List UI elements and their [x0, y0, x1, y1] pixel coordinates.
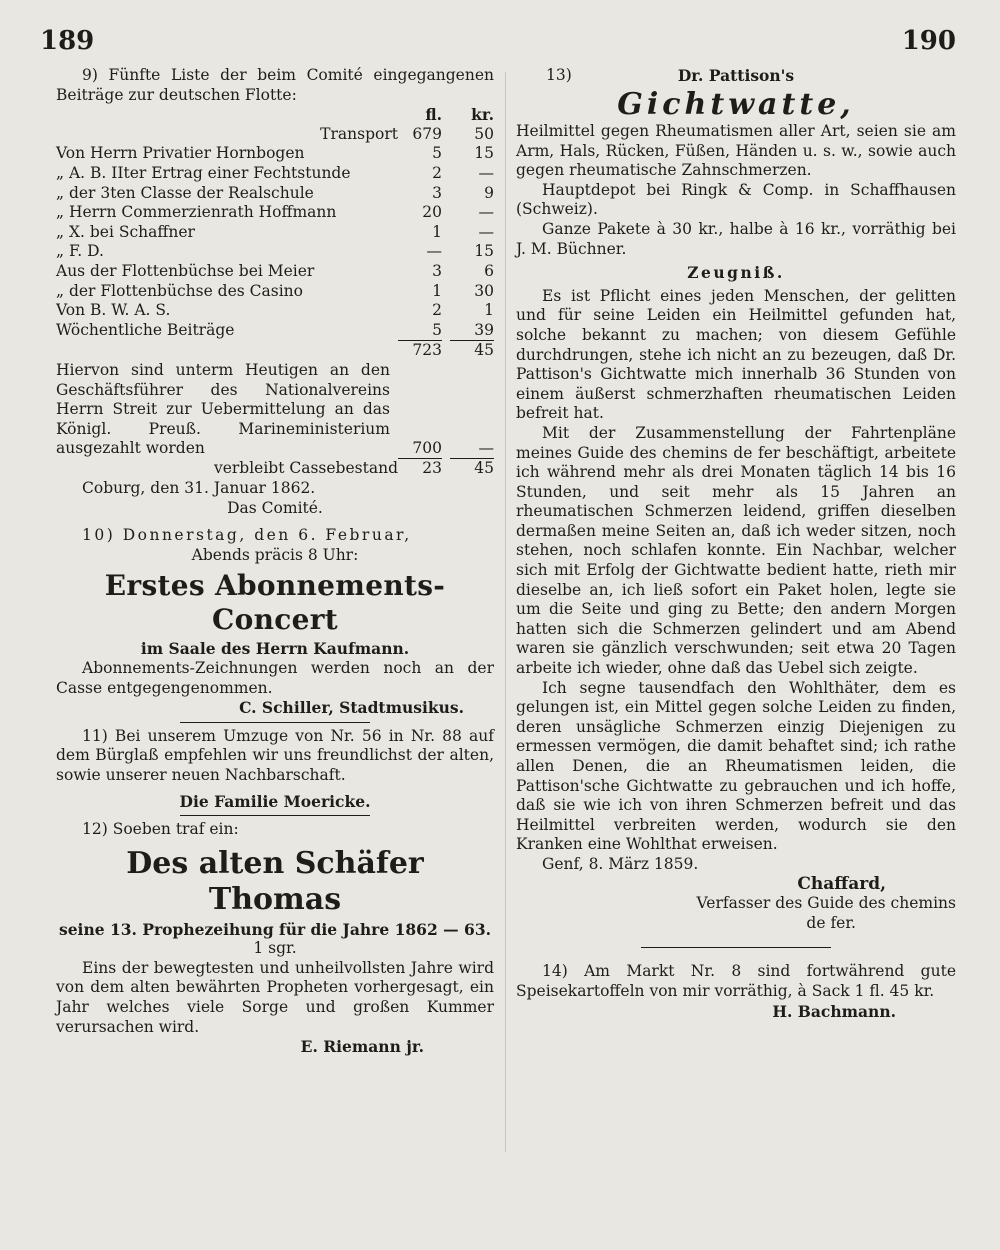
- row-kr: 15: [474, 144, 494, 163]
- notice-9-date: Coburg, den 31. Januar 1862.: [82, 478, 316, 497]
- row-kr: 1: [484, 301, 494, 320]
- table-balance-row: [56, 459, 494, 479]
- page-number-left: 189: [40, 26, 95, 56]
- row-fl: 2: [432, 301, 442, 320]
- notice-13-header: [516, 66, 956, 88]
- depot-text: Hauptdepot bei Ringk & Comp. in Schaffhausen (Schweiz).: [516, 180, 956, 219]
- book-price: 1 sgr.: [253, 939, 297, 958]
- notice-14: [516, 962, 956, 1021]
- balance-fl: 23: [398, 459, 442, 479]
- total-fl: 723: [398, 341, 442, 361]
- testimonial-p1: Es ist Pflicht eines jeden Menschen, der gelitten und für seine Leiden ein Heilmittel gefunden hat, solche bekannt zu machen; von diesem Gefühle durchdrungen, stehe ich nicht an zu bezeugen, daß Dr. Pattison's Gichtwatte mich innerhalb 36 Stunden von einem äußerst schmerzhaften rheumatischen Leiden befreit hat.: [516, 286, 956, 423]
- row-fl: —: [426, 242, 442, 261]
- book-title: Des alten Schäfer Thomas: [126, 845, 424, 917]
- product-title: Gichtwatte,: [617, 87, 855, 122]
- row-kr: 15: [474, 242, 494, 261]
- row-kr: 30: [474, 281, 494, 300]
- row-kr: —: [478, 163, 494, 182]
- right-column: [516, 66, 956, 1021]
- row-label: „ der 3ten Classe der Realschule: [56, 183, 314, 202]
- table-row: [56, 125, 494, 145]
- separator-rule: [180, 722, 370, 723]
- table-row: [56, 321, 494, 341]
- notice-9-signature: Das Comité.: [227, 498, 323, 517]
- table-row: [56, 282, 494, 302]
- row-kr: 39: [474, 320, 494, 339]
- notice-11-body: 11) Bei unserem Umzuge von Nr. 56 in Nr. 88 auf dem Bürglaß empfehlen wir uns freundlichst der alten, sowie unserer neuen Nachbarschaft.: [56, 726, 494, 784]
- row-label: „ X. bei Schaffner: [56, 222, 195, 241]
- row-fl: 1: [432, 222, 442, 241]
- notice-12: [56, 820, 494, 1057]
- row-label: „ F. D.: [56, 242, 104, 261]
- notice-10-line1: 10) Donnerstag, den 6. Februar,: [82, 526, 412, 545]
- notice-9: [56, 66, 494, 518]
- row-kr: —: [478, 222, 494, 241]
- balance-label: verbleibt Cassebestand: [213, 459, 398, 478]
- total-kr: 45: [450, 341, 494, 361]
- column-divider: [505, 72, 506, 1152]
- brand-name: Dr. Pattison's: [677, 66, 795, 85]
- row-label: Von Herrn Privatier Hornbogen: [56, 144, 305, 163]
- notice-12-line1: 12) Soeben traf ein:: [82, 820, 239, 839]
- concert-title: Erstes Abonnements-Concert: [104, 569, 446, 637]
- row-label: Von B. W. A. S.: [56, 301, 171, 320]
- left-column: [56, 66, 494, 1057]
- table-row: [56, 301, 494, 321]
- notice-10-signature: C. Schiller, Stadtmusikus.: [239, 698, 464, 718]
- book-subtitle: seine 13. Prophezeihung für die Jahre 1862 — 63.: [58, 919, 492, 939]
- notice-13: [516, 66, 956, 933]
- row-fl: 1: [432, 281, 442, 300]
- testimonial-p3: Ich segne tausendfach den Wohlthäter, dem es gelungen ist, ein Mittel gegen solche Leiden zu finden, deren unsägliche Schmerzen einzig Diejenigen zu ermessen vermögen, die damit behaftet sind; ich rathe allen Denen, die an Rheumatismen leiden, die Pattison'sche Gichtwatte zu gebrauchen und ich hoffe, daß sie wie ich von ihren Schmerzen befreit und das Heilmittel verbreiten werden, wodurch sie den Kranken eine Wohlthat erweisen.: [516, 678, 956, 854]
- row-kr: 50: [474, 124, 494, 143]
- notice-12-signature: E. Riemann jr.: [300, 1037, 424, 1057]
- prices-text: Ganze Pakete à 30 kr., halbe à 16 kr., vorräthig bei J. M. Büchner.: [516, 219, 956, 258]
- testimonial-signature-name: Chaffard,: [797, 873, 886, 894]
- row-label: „ A. B. IIter Ertrag einer Fechtstunde: [56, 163, 351, 182]
- notice-10-line2: Abends präcis 8 Uhr:: [191, 545, 359, 564]
- notice-10-body: Abonnements-Zeichnungen werden noch an der Casse entgegengenommen.: [56, 658, 494, 697]
- notice-13-number: 13): [546, 66, 572, 84]
- notice-14-body: 14) Am Markt Nr. 8 sind fortwährend gute Speisekartoffeln von mir vorräthig, à Sack 1 fl. 45 kr.: [516, 962, 956, 1000]
- row-fl: 20: [422, 203, 442, 222]
- col-header-fl: fl.: [425, 105, 442, 125]
- table-row: [56, 242, 494, 262]
- table-row: [56, 223, 494, 243]
- table-header: [56, 105, 494, 125]
- row-fl: 3: [432, 261, 442, 280]
- row-label: Wöchentliche Beiträge: [56, 320, 235, 339]
- paid-kr: —: [478, 438, 494, 457]
- col-header-kr: kr.: [471, 105, 494, 125]
- table-row: [56, 262, 494, 282]
- row-fl: 5: [432, 144, 442, 163]
- testimonial-signature-line1: Verfasser des Guide des chemins: [696, 894, 956, 913]
- table-row: [56, 164, 494, 184]
- row-label: Aus der Flottenbüchse bei Meier: [56, 261, 315, 280]
- notice-11: [56, 727, 494, 811]
- row-label: „ Herrn Commerzienrath Hoffmann: [56, 203, 337, 222]
- row-fl: 5: [432, 320, 442, 339]
- row-fl: 3: [432, 183, 442, 202]
- table-row: [56, 144, 494, 164]
- notice-10: [56, 526, 494, 718]
- notice-12-body: Eins der bewegtesten und unheilvollsten Jahre wird von dem alten bewährten Propheten vorhergesagt, ein Jahr welches viele Sorge und großen Kummer verursachen wird.: [56, 958, 494, 1036]
- separator-rule: [180, 815, 370, 816]
- row-kr: 6: [484, 261, 494, 280]
- table-row: [56, 184, 494, 204]
- row-label: Transport: [320, 124, 398, 143]
- testimonial-date: Genf, 8. März 1859.: [542, 854, 699, 873]
- row-fl: 679: [412, 124, 442, 143]
- table-paid-row: [56, 361, 494, 459]
- zeugnis-title: Zeugniß.: [687, 263, 785, 283]
- balance-kr: 45: [450, 459, 494, 479]
- separator-rule: [641, 947, 831, 948]
- table-row: [56, 203, 494, 223]
- row-fl: 2: [432, 163, 442, 182]
- testimonial-signature-line2: de fer.: [806, 913, 856, 932]
- product-description: Heilmittel gegen Rheumatismen aller Art, seien sie am Arm, Hals, Rücken, Füßen, Händen u. s. w., sowie auch gegen rheumatische Zahnschmerzen.: [516, 122, 956, 180]
- notice-9-intro: 9) Fünfte Liste der beim Comité eingegangenen Beiträge zur deutschen Flotte:: [56, 66, 494, 104]
- notice-11-signature: Die Familie Moericke.: [179, 791, 371, 811]
- paid-fl: 700: [412, 438, 442, 457]
- row-kr: —: [478, 203, 494, 222]
- contributions-table: [56, 105, 494, 479]
- page-number-right: 190: [901, 26, 956, 56]
- paid-text: Hiervon sind unterm Heutigen an den Geschäftsführer des Nationalvereins Herrn Streit zur Uebermittelung an das Königl. Preuß. Marineministerium ausgezahlt worden: [56, 360, 390, 458]
- table-total-row: [56, 341, 494, 361]
- row-kr: 9: [484, 183, 494, 202]
- concert-subtitle: im Saale des Herrn Kaufmann.: [140, 639, 410, 659]
- row-label: „ der Flottenbüchse des Casino: [56, 281, 303, 300]
- testimonial-p2: Mit der Zusammenstellung der Fahrtenpläne meines Guide des chemins de fer beschäftigt, arbeitete ich während mehr als drei Monaten täglich 14 bis 16 Stunden, und seit mehr als 15 Jahren an rheumatischen Schmerzen leidend, griffen dieselben dermaßen meine Seiten an, daß ich weder sitzen, noch stehen, noch schlafen konnte. Ein Nachbar, welcher sich mit Erfolg der Gichtwatte bedient hatte, rieth mir dieselbe an, ich ließ sofort ein Paket holen, legte sie um die Seite und ging zu Bette; den andern Morgen hatten sich die Schmerzen gelindert und am Abend waren sie gänzlich verschwunden; seit etwa 20 Tagen arbeite ich wieder, ohne daß das Uebel sich zeigte.: [516, 423, 956, 678]
- notice-14-signature: H. Bachmann.: [772, 1001, 896, 1021]
